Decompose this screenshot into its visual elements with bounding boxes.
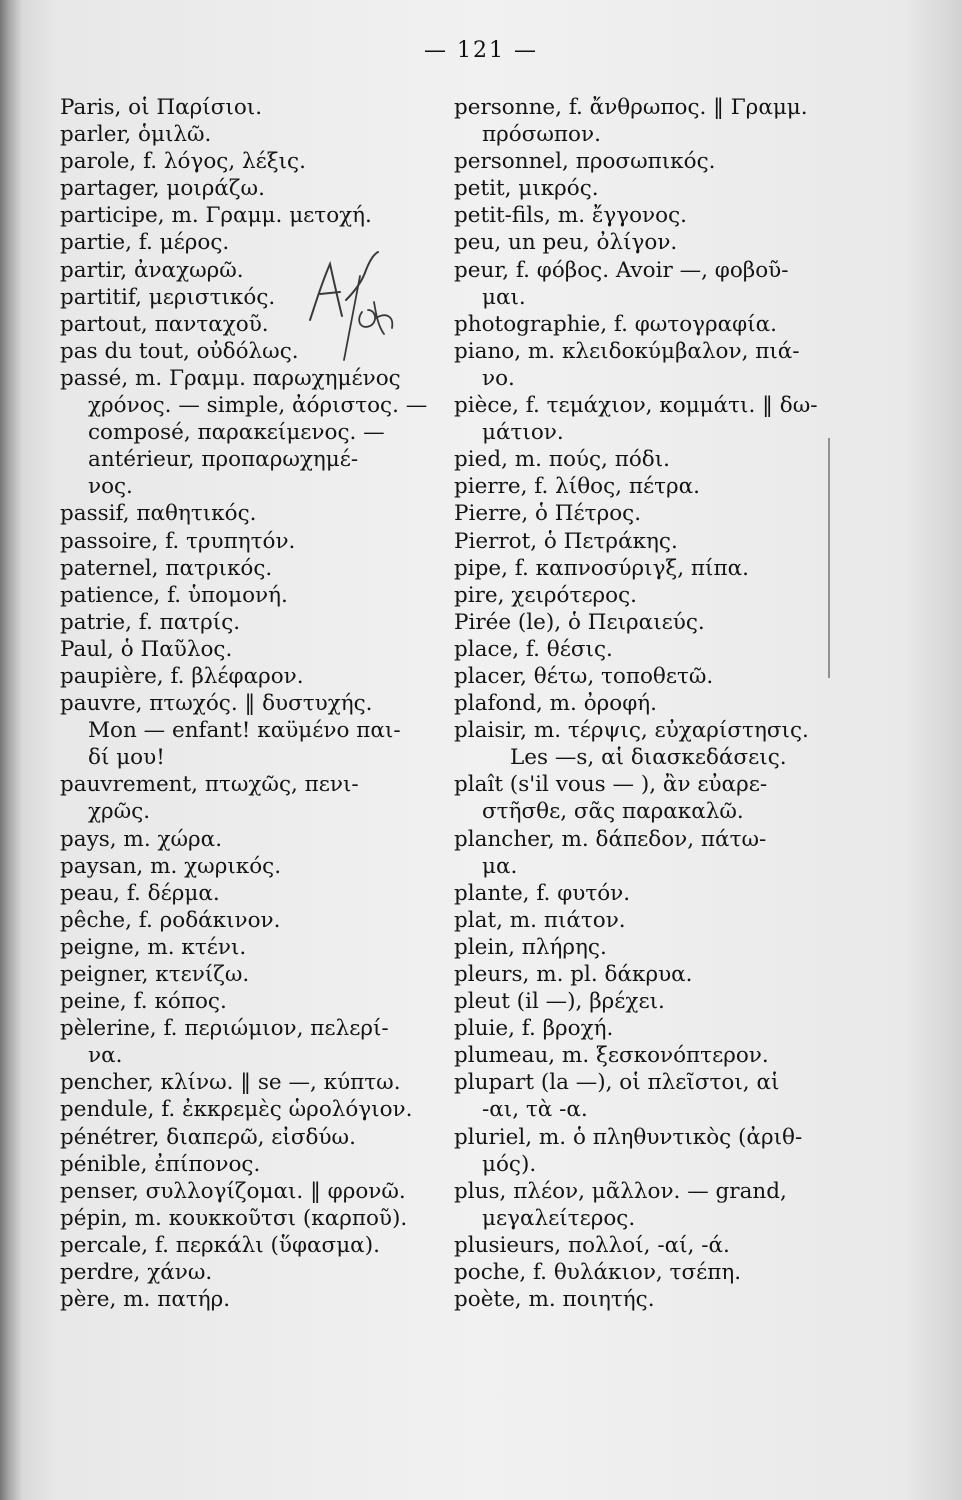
entry-continuation: μάτιον. bbox=[482, 420, 564, 446]
entry-continuation: πρόσωπον. bbox=[482, 122, 601, 148]
dictionary-entry: pas du tout, οὐδόλως. bbox=[60, 338, 299, 364]
dictionary-entry: pluriel, m. ὁ πληθυντικὸς (ἀριθ- bbox=[454, 1124, 803, 1150]
dictionary-entry: peur, f. φόβος. Avoir —, φοβοῦ- bbox=[454, 257, 789, 283]
entry-continuation: νο. bbox=[482, 365, 515, 391]
dictionary-entry: peau, f. δέρμα. bbox=[60, 880, 220, 906]
dictionary-entry: parler, ὁμιλῶ. bbox=[60, 122, 212, 148]
dictionary-entry: plaît (s'il vous — ), ἂν εὐαρε- bbox=[454, 772, 768, 798]
dictionary-entry: personne, f. ἄνθρωπος. ‖ Γραμμ. bbox=[454, 95, 808, 120]
dictionary-subentry: Les —s, αἱ διασκεδάσεις. bbox=[510, 745, 787, 771]
dictionary-entry: pluie, f. βροχή. bbox=[454, 1016, 614, 1042]
dictionary-entry: patrie, f. πατρίς. bbox=[60, 609, 241, 635]
dictionary-entry: petit-fils, m. ἔγγονος. bbox=[454, 203, 687, 229]
dictionary-entry: pierre, f. λίθος, πέτρα. bbox=[454, 474, 700, 500]
dictionary-entry: pire, χειρότερος. bbox=[454, 582, 637, 608]
dictionary-entry: Paul, ὁ Παῦλος. bbox=[60, 636, 233, 662]
dictionary-entry: père, m. πατήρ. bbox=[60, 1287, 231, 1313]
dictionary-entry: patience, f. ὑπομονή. bbox=[60, 582, 288, 608]
dictionary-entry: petit, μικρός. bbox=[454, 176, 599, 202]
dictionary-entry: pied, m. πούς, πόδι. bbox=[454, 447, 670, 473]
dictionary-entry: poche, f. θυλάκιον, τσέπη. bbox=[454, 1260, 742, 1286]
entry-continuation: antérieur, προπαρωχημέ- bbox=[88, 447, 359, 473]
dictionary-entry: partitif, μεριστικός. bbox=[60, 284, 276, 310]
dictionary-entry: peu, un peu, ὀλίγον. bbox=[454, 230, 678, 256]
entry-continuation: χρόνος. — simple, ἀόριστος. — bbox=[88, 393, 428, 419]
dictionary-entry: peigner, κτενίζω. bbox=[60, 962, 250, 987]
dictionary-entry: photographie, f. φωτογραφία. bbox=[454, 311, 778, 337]
dictionary-entry: plafond, m. ὀροφή. bbox=[454, 691, 657, 717]
entry-continuation: μα. bbox=[482, 853, 518, 879]
dictionary-entry: plancher, m. δάπεδον, πάτω- bbox=[454, 826, 767, 852]
margin-rule bbox=[828, 438, 830, 678]
entry-continuation: composé, παρακείμενος. — bbox=[88, 420, 385, 446]
dictionary-entry: placer, θέτω, τοποθετῶ. bbox=[454, 663, 714, 689]
dictionary-entry: place, f. θέσις. bbox=[454, 636, 613, 662]
dictionary-entry: passif, παθητικός. bbox=[60, 501, 257, 527]
entry-continuation: χρῶς. bbox=[88, 799, 151, 825]
dictionary-entry: paupière, f. βλέφαρον. bbox=[60, 663, 304, 689]
dictionary-entry: paternel, πατρικός. bbox=[60, 555, 273, 581]
dictionary-entry: pays, m. χώρα. bbox=[60, 826, 223, 852]
dictionary-entry: Paris, οἱ Παρίσιοι. bbox=[60, 95, 263, 120]
dictionary-entry: percale, f. περκάλι (ὕφασμα). bbox=[60, 1232, 380, 1258]
dictionary-entry: pêche, f. ροδάκινον. bbox=[60, 907, 281, 933]
entry-continuation: στῆσθε, σᾶς παρακαλῶ. bbox=[482, 799, 744, 825]
dictionary-entry: partager, μοιράζω. bbox=[60, 176, 265, 202]
dictionary-entry: plupart (la —), οἱ πλεῖστοι, αἱ bbox=[454, 1070, 780, 1096]
dictionary-entry: plat, m. πιάτον. bbox=[454, 907, 626, 933]
dictionary-entry: personnel, προσωπικός. bbox=[454, 149, 716, 175]
dictionary-entry: pendule, f. ἐκκρεμὲς ὡρολόγιον. bbox=[60, 1097, 413, 1123]
dictionary-entry: peigne, m. κτένι. bbox=[60, 934, 247, 960]
dictionary-entry: pépin, m. κουκκοῦτσι (καρποῦ). bbox=[60, 1205, 408, 1231]
dictionary-entry: plante, f. φυτόν. bbox=[454, 880, 631, 906]
dictionary-entry: Pierrot, ὁ Πετράκης. bbox=[454, 528, 678, 554]
dictionary-entry: poète, m. ποιητής. bbox=[454, 1287, 655, 1313]
dictionary-entry: participe, m. Γραμμ. μετοχή. bbox=[60, 203, 372, 229]
page-number: — 121 — bbox=[424, 38, 538, 63]
dictionary-entry: pipe, f. καπνοσύριγξ, πίπα. bbox=[454, 555, 749, 581]
dictionary-entry: pencher, κλίνω. ‖ se —, κύπτω. bbox=[60, 1070, 401, 1096]
dictionary-entry: paysan, m. χωρικός. bbox=[60, 853, 282, 879]
entry-continuation: Mon — enfant! καϋμένο παι- bbox=[88, 718, 401, 744]
dictionary-entry: passé, m. Γραμμ. παρωχημένος bbox=[60, 365, 401, 391]
dictionary-entry: parole, f. λόγος, λέξις. bbox=[60, 149, 306, 175]
dictionary-entry: passoire, f. τρυπητόν. bbox=[60, 528, 296, 554]
right-column bbox=[454, 94, 826, 1313]
dictionary-entry: pauvrement, πτωχῶς, πενι- bbox=[60, 772, 359, 798]
dictionary-entry: plumeau, m. ξεσκονόπτερον. bbox=[454, 1043, 769, 1069]
dictionary-entry: partir, ἀναχωρῶ. bbox=[60, 257, 244, 283]
dictionary-entry: pénible, ἐπίπονος. bbox=[60, 1151, 261, 1177]
entry-continuation: μεγαλείτερος. bbox=[482, 1205, 636, 1231]
dictionary-entry: partie, f. μέρος. bbox=[60, 230, 230, 256]
dictionary-entry: partout, πανταχοῦ. bbox=[60, 311, 269, 337]
entry-continuation: -αι, τὰ -α. bbox=[482, 1097, 588, 1123]
dictionary-entry: pauvre, πτωχός. ‖ δυστυχής. bbox=[60, 691, 373, 717]
dictionary-entry: pleut (il —), βρέχει. bbox=[454, 989, 665, 1015]
dictionary-entry: Pierre, ὁ Πέτρος. bbox=[454, 501, 642, 527]
dictionary-entry: plein, πλήρης. bbox=[454, 934, 607, 960]
dictionary-entry: Pirée (le), ὁ Πειραιεύς. bbox=[454, 609, 705, 635]
entry-continuation: μός). bbox=[482, 1151, 537, 1177]
entry-continuation: να. bbox=[88, 1043, 123, 1069]
pencil-annotation-icon bbox=[300, 242, 410, 362]
dictionary-entry: plusieurs, πολλοί, -αί, -ά. bbox=[454, 1232, 730, 1258]
entry-continuation: μαι. bbox=[482, 284, 526, 310]
entry-continuation: δί μου! bbox=[88, 745, 165, 771]
dictionary-entry: perdre, χάνω. bbox=[60, 1260, 213, 1286]
entry-continuation: νος. bbox=[88, 474, 133, 500]
dictionary-entry: pèlerine, f. περιώμιον, πελερί- bbox=[60, 1016, 389, 1042]
dictionary-entry: penser, συλλογίζομαι. ‖ φρονῶ. bbox=[60, 1178, 406, 1204]
dictionary-entry: plaisir, m. τέρψις, εὐχαρίστησις. bbox=[454, 718, 809, 744]
dictionary-entry: pénétrer, διαπερῶ, εἰσδύω. bbox=[60, 1124, 356, 1150]
dictionary-entry: peine, f. κόπος. bbox=[60, 989, 227, 1015]
dictionary-entry: plus, πλέον, μᾶλλον. — grand, bbox=[454, 1178, 787, 1204]
dictionary-entry: pièce, f. τεμάχιον, κομμάτι. ‖ δω- bbox=[454, 393, 818, 419]
dictionary-entry: pleurs, m. pl. δάκρυα. bbox=[454, 962, 693, 987]
dictionary-entry: piano, m. κλειδοκύμβαλον, πιά- bbox=[454, 338, 800, 364]
